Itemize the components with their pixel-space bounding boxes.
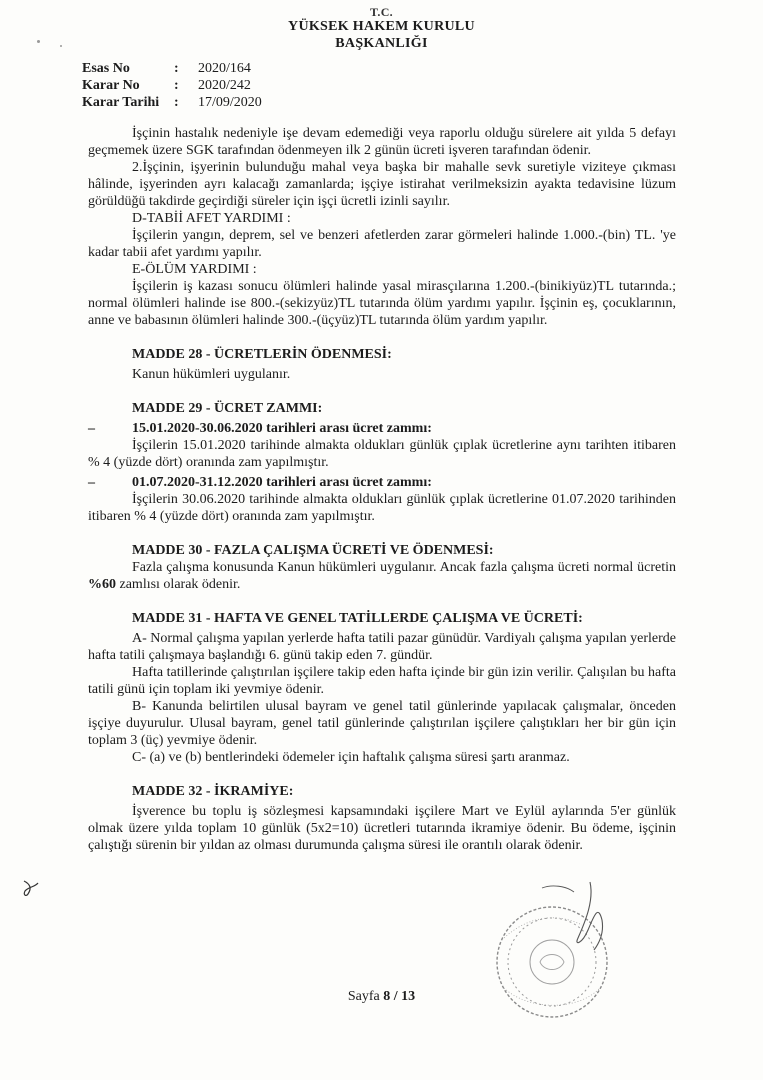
paragraph-visit: 2.İşçinin, işyerinin bulunduğu mahal veya başka bir mahalle sevk suretiyle viziteye çıkması hâlinde, işyerinden ayrı kalacağı zamanlarda; işçiye istirahat verilmeksizin ayakta tedavisine lüzum görüldüğü takdirde geçirdiği süreler için işçi ücretli izinli sayılır. [88,160,676,209]
article-31-title: MADDE 31 - HAFTA VE GENEL TATİLLERDE ÇALIŞMA VE ÜCRETİ: [132,611,583,626]
article-28-text: Kanun hükümleri uygulanır. [132,367,291,382]
meta-colon: : [174,78,179,93]
raise-period-1-title: 15.01.2020-30.06.2020 tarihleri arası ücret zammı: [132,421,432,436]
header-institution: YÜKSEK HAKEM KURULU [288,19,475,34]
document-body [88,125,676,854]
raise-period-1-text: İşçilerin 15.01.2020 tarihinde almakta oldukları günlük çıplak ücretlerine aynı tarihten itibaren % 4 (yüzde dört) oranında zam yapılmıştır. [88,438,676,470]
page-number-total: 13 [401,989,416,1004]
document-header [0,6,763,52]
page-footer [0,988,763,1005]
meta-label: Karar Tarihi [82,95,160,110]
article-31-b: B- Kanunda belirtilen ulusal bayram ve genel tatil günlerinde yapılacak çalışmalar, önceden işçiye duyurulur. Ulusal bayram, genel tatil günlerinde çalıştırılan işçilere çalıştıkları her bir gün için toplam 3 (üç) yevmiye ödenir. [88,699,676,748]
raise-period-2-title: 01.07.2020-31.12.2020 tarihleri arası ücret zammı: [132,475,432,490]
meta-row-karar-tarihi [82,94,262,111]
heading-disaster-aid: D-TABİİ AFET YARDIMI : [132,211,291,226]
bullet-dash: – [88,421,95,436]
page-number-prefix: Sayfa [347,989,384,1004]
article-32-title: MADDE 32 - İKRAMİYE: [132,784,294,799]
paragraph-sick-leave: İşçinin hastalık nedeniyle işe devam edemediği veya raporlu olduğu sürelere ait yılda 5 defayı geçmemek üzere SGK tarafından ödenmeyen ilk 2 günün ücreti işveren tarafından ödenir. [88,126,676,158]
case-metadata [82,60,262,111]
page-number-separator: / [390,989,402,1004]
article-30-percent: %60 [88,577,116,592]
meta-colon: : [174,61,179,76]
article-28-title: MADDE 28 - ÜCRETLERİN ÖDENMESİ: [132,347,392,362]
article-30-title: MADDE 30 - FAZLA ÇALIŞMA ÜCRETİ VE ÖDENMESİ: [132,543,494,558]
meta-value: 2020/242 [198,78,251,93]
article-32-text: İşverence bu toplu iş sözleşmesi kapsamındaki işçilere Mart ve Eylül aylarında 5'er günlük olmak üzere yılda toplam 10 günlük (5x2=10) ücretleri tutarında ikramiye ödenir. Bu ödeme, işçinin çalıştığı sürenin bir yıldan az olması durumunda çalışma süresi ile orantılı olarak ödenir. [88,804,676,853]
article-31-c: C- (a) ve (b) bentlerindeki ödemeler için haftalık çalışma süresi şartı aranmaz. [132,750,570,765]
raise-period-2 [88,474,676,491]
raise-period-2-text: İşçilerin 30.06.2020 tarihinde almakta oldukları günlük çıplak ücretlerine 01.07.2020 tarihinden itibaren % 4 (yüzde dört) oranında zam yapılmıştır. [88,492,676,524]
handwritten-margin-mark [20,878,42,900]
header-tc: T.C. [370,5,393,19]
paragraph-death-aid: İşçilerin iş kazası sonucu ölümleri halinde yasal mirasçılarına 1.200.-(binikiyüz)TL tutarında.; normal ölümleri halinde ise 800.-(sekizyüz)TL tutarında ölüm yardımı yapılır. İşçinin eş, çocuklarının, anne ve babasının ölümleri halinde 300.-(üçyüz)TL tutarında ölüm yardım yapılır. [88,279,676,328]
heading-death-aid: E-ÖLÜM YARDIMI : [132,262,257,277]
article-30-text [88,559,676,593]
meta-value: 17/09/2020 [198,95,262,110]
article-29-title: MADDE 29 - ÜCRET ZAMMI: [132,401,323,416]
bullet-dash: – [88,475,95,490]
article-31-a: A- Normal çalışma yapılan yerlerde hafta tatili pazar günüdür. Vardiyalı çalışma yapılan yerlerde hafta tatili çalışmaya başlandığı 6. günü takip eden 7. gündür. [88,631,676,663]
header-presidency: BAŞKANLIĞI [335,36,428,51]
article-30-text-b: zamlısı olarak ödenir. [116,577,241,592]
meta-label: Karar No [82,78,140,93]
official-seal-stamp [482,880,632,1030]
meta-value: 2020/164 [198,61,251,76]
meta-row-esas [82,60,262,77]
article-30-text-a: Fazla çalışma konusunda Kanun hükümleri uygulanır. Ancak fazla çalışma ücreti normal ücretin [132,560,676,575]
meta-colon: : [174,95,179,110]
article-31-a2: Hafta tatillerinde çalıştırılan işçilere takip eden hafta içinde bir gün izin verilir. Çalışılan bu hafta tatili günü için toplam iki yevmiye ödenir. [88,665,676,697]
paragraph-disaster-aid: İşçilerin yangın, deprem, sel ve benzeri afetlerden zarar görmeleri halinde 1.000.-(bin) TL. 'ye kadar tabii afet yardımı yapılır. [88,228,676,260]
meta-row-karar [82,77,262,94]
meta-label: Esas No [82,61,130,76]
page-number-current: 8 [383,989,391,1004]
raise-period-1 [88,420,676,437]
